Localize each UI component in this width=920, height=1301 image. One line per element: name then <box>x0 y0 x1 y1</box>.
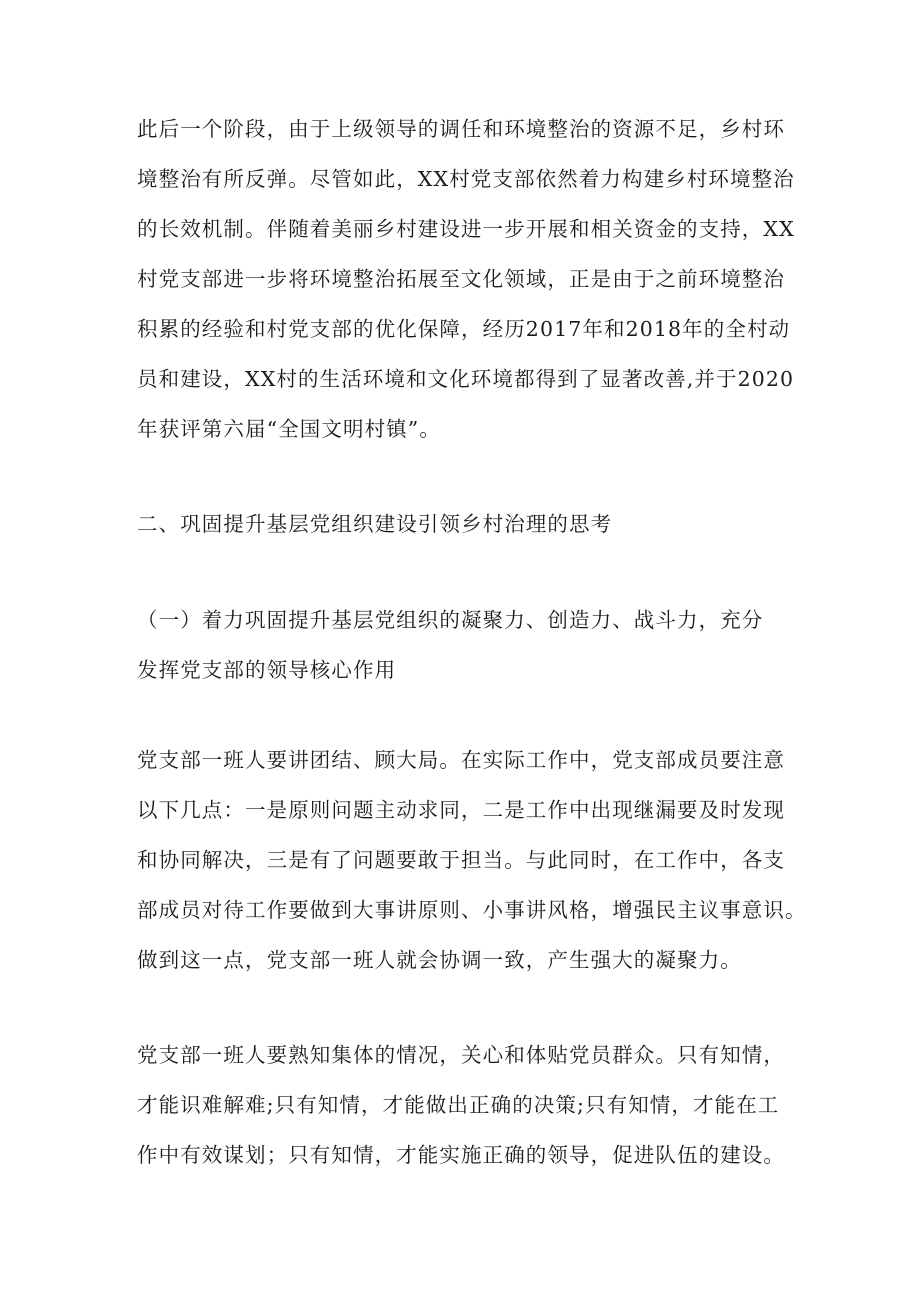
text-line: 部成员对待工作要做到大事讲原则、小事讲风格，增强民主议事意识。 <box>137 898 807 922</box>
text-line: （一）着力巩固提升基层党组织的凝聚力、创造力、战斗力，充分 <box>137 608 764 632</box>
text-line: 的长效机制。伴随着美丽乡村建设进一步开展和相关资金的支持，XX <box>137 217 795 241</box>
text-line: 才能识难解难;只有知情，才能做出正确的决策;只有知情，才能在工 <box>137 1093 780 1117</box>
text-line: 党支部一班人要讲团结、顾大局。在实际工作中，党支部成员要注意 <box>137 748 785 772</box>
text-line: 员和建设，XX村的生活环境和文化环境都得到了显著改善,并于2020 <box>137 367 795 391</box>
text-line: 村党支部进一步将环境整治拓展至文化领域，正是由于之前环境整治 <box>137 267 785 291</box>
text-line: 以下几点：一是原则问题主动求同，二是工作中出现继漏要及时发现 <box>137 798 785 822</box>
text-line: 此后一个阶段，由于上级领导的调任和环境整治的资源不足，乡村环 <box>137 117 785 141</box>
text-line: 和协同解决，三是有了问题要敢于担当。与此同时，在工作中，各支 <box>137 848 785 872</box>
text-line: 党支部一班人要熟知集体的情况，关心和体贴党员群众。只有知情， <box>137 1043 785 1067</box>
text-line: 境整治有所反弹。尽管如此，XX村党支部依然着力构建乡村环境整治 <box>137 167 795 191</box>
text-line: 年获评第六届“全国文明村镇”。 <box>137 417 441 441</box>
section-heading: 二、巩固提升基层党组织建设引领乡村治理的思考 <box>137 512 613 536</box>
text-line: 积累的经验和村党支部的优化保障，经历2017年和2018年的全村动 <box>137 317 791 341</box>
text-line: 作中有效谋划；只有知情，才能实施正确的领导，促进队伍的建设。 <box>137 1143 785 1167</box>
text-line: 做到这一点，党支部一班人就会协调一致，产生强大的凝聚力。 <box>137 948 742 972</box>
text-line: 发挥党支部的领导核心作用 <box>137 658 397 682</box>
